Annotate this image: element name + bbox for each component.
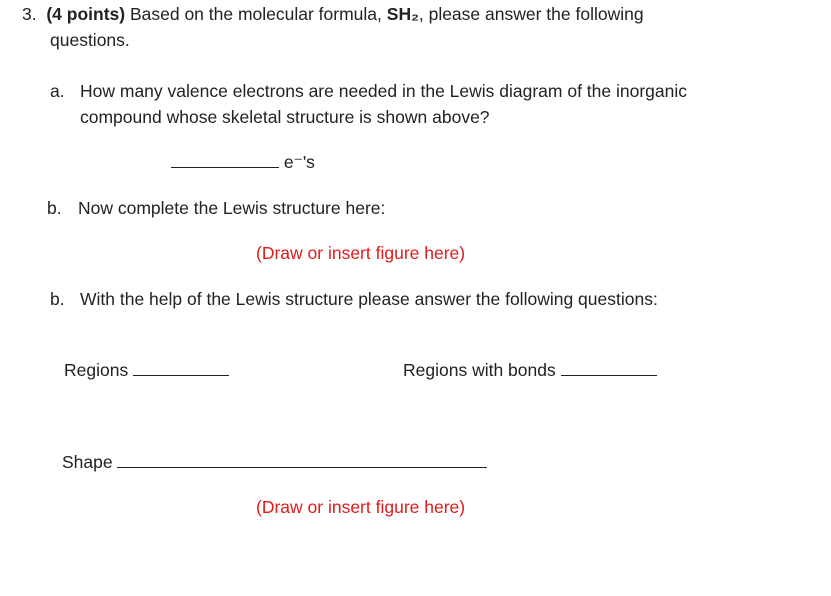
electrons-answer[interactable] [171, 151, 315, 173]
qb2-text: With the help of the Lewis structure please answer the following questions: [80, 289, 658, 309]
unit: e⁻'s [283, 152, 315, 172]
figure-placeholder-1[interactable]: (Draw or insert figure here) [256, 243, 466, 263]
formula: SH₂ [386, 4, 419, 24]
shape-label: Shape [62, 452, 113, 472]
qb1-text: Now complete the Lewis structure here: [78, 198, 386, 218]
intro: Based on the molecular formula, [125, 4, 387, 24]
qa-line2: compound whose skeletal structure is shown above? [80, 107, 490, 127]
qb1-marker: b. [47, 198, 62, 218]
regions-bonds-label: Regions with bonds [403, 360, 556, 380]
intro-rest: , please answer the following [418, 4, 644, 24]
qa-line1: How many valence electrons are needed in the Lewis diagram of the inorganic [80, 81, 688, 101]
points: (4 points) [46, 4, 126, 24]
figure-placeholder-2[interactable]: (Draw or insert figure here) [256, 497, 466, 517]
q-number: 3. [22, 4, 37, 24]
question-3-line2: questions. [50, 30, 130, 50]
question-3-line1 [22, 3, 644, 25]
shape-field[interactable] [62, 451, 487, 473]
regions-field[interactable] [64, 359, 229, 381]
regions-bonds-field[interactable] [403, 359, 657, 381]
regions-label: Regions [64, 360, 129, 380]
qa-marker: a. [50, 81, 65, 101]
qb2-marker: b. [50, 289, 65, 309]
